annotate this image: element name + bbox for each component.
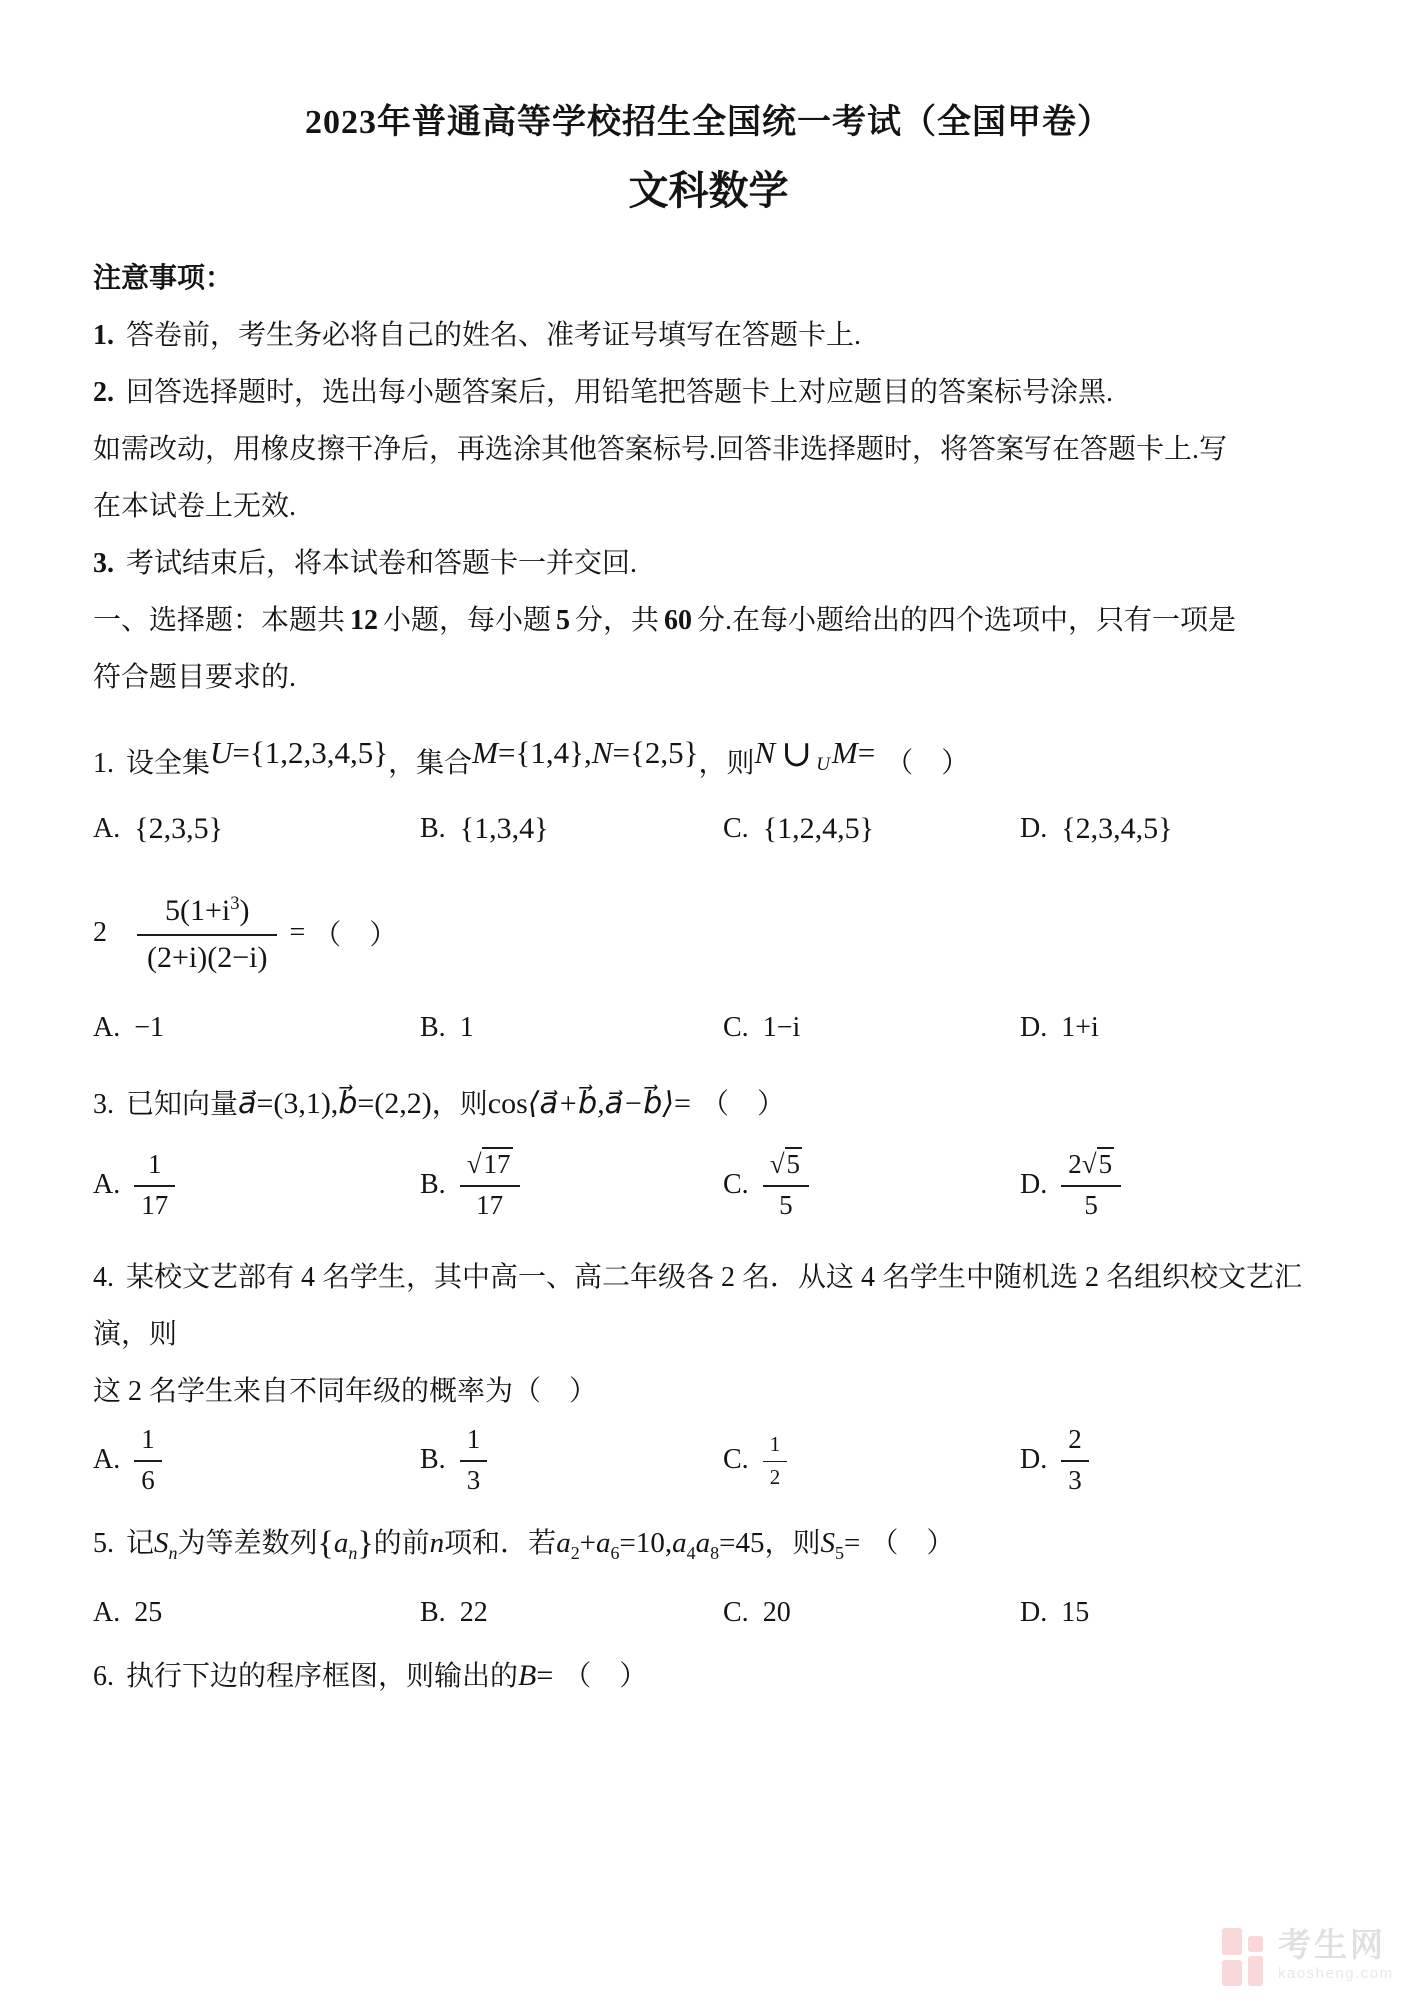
question-1-text: 则 bbox=[726, 748, 755, 779]
formula-universal-set: U={1,2,3,4,5} bbox=[210, 735, 389, 770]
option-2d: D. 1+i bbox=[1020, 1012, 1099, 1044]
option-3a: A. $\frac{1}{17}$ bbox=[93, 1145, 420, 1225]
notice-item-2-cont-2: 在本试卷上无效. bbox=[93, 491, 297, 522]
equals-sign: = bbox=[289, 917, 306, 949]
option-3c: C. $\frac{√5}{5}$ bbox=[723, 1145, 1020, 1225]
question-4-text-line2: 这 2 名学生来自不同年级的概率为 bbox=[93, 1376, 514, 1408]
question-3-options bbox=[93, 1145, 1324, 1225]
option-4b: B. $\frac{1}{3}$ bbox=[420, 1420, 723, 1500]
question-5-text: 的前 bbox=[373, 1528, 430, 1560]
formula-cos-angle: cos⟨a⃗+b⃗,a⃗−b⃗⟩= bbox=[487, 1087, 691, 1121]
question-6-text: 执行下边的程序框图，则输出的 bbox=[126, 1660, 519, 1692]
formula-conditions: $a_2+a_6=10,a_4a_8=45$ bbox=[556, 1527, 765, 1563]
watermark-site-name: 考生网 bbox=[1278, 1926, 1386, 1963]
answer-blank: （ ） bbox=[563, 1660, 648, 1692]
watermark bbox=[1222, 1928, 1394, 1986]
formula-output-b: B= bbox=[518, 1658, 554, 1692]
notice-item-1-number: 1. bbox=[93, 320, 114, 351]
question-5-options bbox=[93, 1584, 1324, 1641]
formula-sets-mn: M={1,4},N={2,5} bbox=[472, 735, 699, 770]
option-4d: D. $\frac{2}{3}$ bbox=[1020, 1420, 1324, 1500]
option-1b: B. {1,3,4} bbox=[420, 812, 549, 846]
notice-heading: 注意事项： bbox=[93, 263, 234, 294]
option-2b: B. 1 bbox=[420, 1012, 474, 1044]
question-1-text: 集合 bbox=[416, 748, 473, 779]
option-5c: C. 20 bbox=[723, 1596, 791, 1628]
question-3: 3. 已知向量a⃗=(3,1),b⃗=(2,2)，则cos⟨a⃗+b⃗,a⃗−b⃗⟩= （ ） bbox=[93, 1087, 785, 1121]
notice-item-3 bbox=[93, 535, 1324, 592]
question-1: 1. 设全集U={1,2,3,4,5}，集合M={1,4},N={2,5}，则N ∪ $_U$M= （ ） bbox=[93, 734, 970, 779]
notice-item-2-number: 2. bbox=[93, 377, 114, 408]
question-5-text: 为等差数列 bbox=[177, 1528, 318, 1560]
page-title: 2023年普通高等学校招生全国统一考试（全国甲卷） bbox=[305, 104, 1112, 141]
answer-blank: （ ） bbox=[313, 920, 398, 952]
formula-sequence: $\{a_n\}$ bbox=[317, 1525, 374, 1563]
question-1-options bbox=[93, 800, 1324, 857]
section-points-total: 60 bbox=[664, 605, 693, 636]
option-1d: D. {2,3,4,5} bbox=[1020, 812, 1173, 846]
section-text: 小题，每小题 bbox=[383, 605, 552, 636]
option-5d: D. 15 bbox=[1020, 1596, 1090, 1628]
answer-blank: （ ） bbox=[870, 1528, 955, 1560]
option-2c: C. 1−i bbox=[723, 1012, 801, 1044]
question-3-text: 已知向量 bbox=[126, 1089, 239, 1121]
option-3b: B. $\frac{√17}{17}$ bbox=[420, 1145, 723, 1225]
question-6-number: 6. bbox=[93, 1660, 114, 1692]
notice-item-2-text: 回答选择题时，选出每小题答案后，用铅笔把答题卡上对应题目的答案标号涂黑. bbox=[126, 377, 1114, 408]
section-count: 12 bbox=[350, 605, 379, 636]
formula-sn: $S_n$ bbox=[154, 1527, 178, 1563]
question-3-number: 3. bbox=[93, 1089, 114, 1121]
question-3-text: 则 bbox=[459, 1089, 488, 1121]
question-2-options bbox=[93, 999, 1324, 1056]
option-2a: A. −1 bbox=[93, 1012, 165, 1044]
option-3d: D. $\frac{2√5}{5}$ bbox=[1020, 1145, 1324, 1225]
option-5a: A. 25 bbox=[93, 1596, 163, 1628]
section-1-heading-cont: 符合题目要求的. bbox=[93, 662, 297, 693]
union-symbol: ∪ bbox=[781, 734, 813, 775]
section-text: 分.在每小题给出的四个选项中，只有一项是 bbox=[697, 605, 1237, 636]
option-1c: C. {1,2,4,5} bbox=[723, 812, 874, 846]
answer-blank: （ ） bbox=[885, 748, 970, 779]
notice-item-3-number: 3. bbox=[93, 548, 114, 579]
formula-complex-fraction: $\frac{5(1+i^3)}{(2+i)(2-i)}$ bbox=[137, 890, 277, 976]
question-5-text: ，则 bbox=[764, 1528, 821, 1560]
kaosheng-logo-icon bbox=[1222, 1928, 1268, 1986]
answer-blank: （ ） bbox=[700, 1089, 785, 1121]
page-subtitle: 文科数学 bbox=[628, 168, 789, 213]
question-4-options bbox=[93, 1420, 1324, 1500]
formula-union-complement: N ∪ $_U$M= bbox=[754, 734, 876, 776]
section-points-each: 5 bbox=[556, 605, 571, 636]
question-5-text: 记 bbox=[126, 1528, 155, 1560]
option-4a: A. $\frac{1}{6}$ bbox=[93, 1420, 420, 1500]
option-4c: C. $\frac{1}{2}$ bbox=[723, 1420, 1020, 1500]
question-1-text: 设全集 bbox=[126, 748, 211, 779]
question-4 bbox=[93, 1249, 1324, 1420]
section-1-heading bbox=[93, 592, 1324, 649]
notice-item-1-text: 答卷前，考生务必将自己的姓名、准考证号填写在答题卡上. bbox=[126, 320, 862, 351]
section-text: 分，共 bbox=[575, 605, 660, 636]
formula-s5: $S_5=$ bbox=[820, 1527, 861, 1563]
option-1a: A. {2,3,5} bbox=[93, 812, 224, 846]
question-2-number: 2 bbox=[93, 917, 107, 949]
question-5-text: 项和．若 bbox=[444, 1528, 557, 1560]
notice-item-2 bbox=[93, 364, 1324, 421]
notice-item-3-text: 考试结束后，将本试卷和答题卡一并交回. bbox=[126, 548, 638, 579]
formula-vectors: a⃗=(3,1),b⃗=(2,2) bbox=[238, 1087, 432, 1121]
question-2 bbox=[93, 877, 1324, 989]
section-text: 一、选择题：本题共 bbox=[93, 605, 346, 636]
notice-item-1 bbox=[93, 307, 1324, 364]
question-4-text-line1: 某校文艺部有 4 名学生，其中高一、高二年级各 2 名．从这 4 名学生中随机选 2 名组织校文艺汇演，则 bbox=[93, 1262, 1303, 1351]
option-5b: B. 22 bbox=[420, 1596, 488, 1628]
notice-item-2-cont-1: 如需改动，用橡皮擦干净后，再选涂其他答案标号.回答非选择题时，将答案写在答题卡上.写 bbox=[93, 434, 1228, 465]
question-6 bbox=[93, 1647, 1324, 1705]
answer-blank: （ ） bbox=[513, 1376, 598, 1408]
question-4-number: 4. bbox=[93, 1262, 114, 1294]
question-5: 5. 记$S_n$为等差数列$\{a_n\}$的前n项和．若$a_2+a_6=10,a_4a_8=45$，则$S_5=$ （ ） bbox=[93, 1525, 955, 1563]
question-5-number: 5. bbox=[93, 1528, 114, 1560]
question-1-number: 1. bbox=[93, 748, 114, 779]
watermark-site-domain: kaosheng.com bbox=[1278, 1964, 1394, 1982]
